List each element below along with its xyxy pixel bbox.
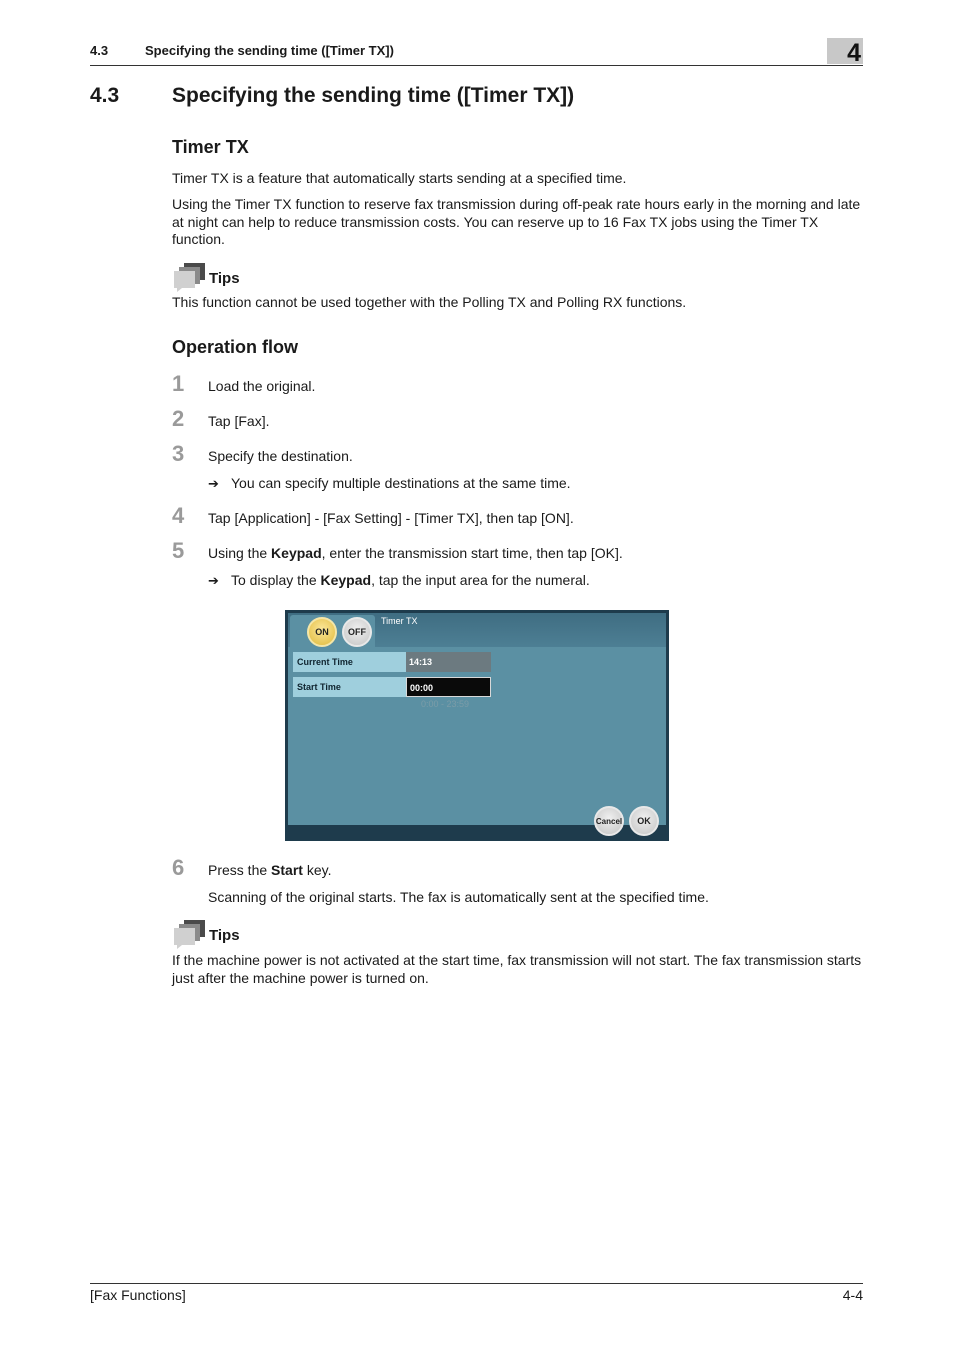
section-number: 4.3 xyxy=(90,84,120,107)
off-button[interactable]: OFF xyxy=(342,617,372,647)
step-number: 1 xyxy=(172,371,185,396)
page-footer xyxy=(90,1283,863,1303)
step-result: Scanning of the original starts. The fax is automatically sent at the specified time. xyxy=(208,889,709,905)
step-text: Press the Start key. xyxy=(208,862,332,878)
section-title: Specifying the sending time ([Timer TX]) xyxy=(172,84,575,107)
keypad-term: Keypad xyxy=(320,572,372,588)
step-number: 3 xyxy=(172,441,185,466)
step-text: Specify the destination. xyxy=(208,448,353,464)
step-note: To display the Keypad, tap the input area for the numeral. xyxy=(231,572,590,588)
start-key-term: Start xyxy=(271,862,303,878)
page-header xyxy=(90,39,863,67)
start-time-label: Start Time xyxy=(293,677,408,697)
chapter-number: 4 xyxy=(847,39,861,67)
current-time-value: 14:13 xyxy=(406,652,491,672)
screen-panel xyxy=(288,613,666,825)
ok-button[interactable]: OK xyxy=(629,806,659,836)
step-number: 2 xyxy=(172,406,185,431)
tips-icon xyxy=(172,919,212,949)
step-text: Tap [Application] - [Fax Setting] - [Timer TX], then tap [ON]. xyxy=(208,510,574,526)
operation-flow-heading: Operation flow xyxy=(172,337,298,357)
step-note: You can specify multiple destinations at the same time. xyxy=(231,475,571,491)
on-button[interactable]: ON xyxy=(307,617,337,647)
step-number: 6 xyxy=(172,855,185,880)
keypad-term: Keypad xyxy=(271,545,322,561)
start-time-input[interactable]: 00:00 xyxy=(406,677,491,697)
arrow-icon: ➔ xyxy=(208,573,219,588)
step-number: 5 xyxy=(172,538,185,563)
step-number: 4 xyxy=(172,503,185,528)
step-text: Tap [Fax]. xyxy=(208,413,270,429)
timer-tx-screen xyxy=(285,610,669,841)
page-number: 4-4 xyxy=(842,1287,863,1303)
tips-label: Tips xyxy=(209,270,240,287)
current-time-label: Current Time xyxy=(293,652,408,672)
header-section-title: Specifying the sending time ([Timer TX]) xyxy=(145,43,394,58)
tips-icon xyxy=(172,262,212,292)
time-range-hint: 0:00 - 23:59 xyxy=(421,699,470,709)
timer-tx-description: Using the Timer TX function to reserve fax transmission during off-peak rate hours early in the morning and late at night can help to reduce transmission costs. You can reserve up to 16 Fax TX jobs using the Timer TX function. xyxy=(172,196,861,247)
tips-text: If the machine power is not activated at the start time, fax transmission will not start. The fax transmission starts just after the machine power is turned on. xyxy=(172,952,862,986)
arrow-icon: ➔ xyxy=(208,476,219,491)
cancel-button[interactable]: Cancel xyxy=(594,806,624,836)
footer-section: [Fax Functions] xyxy=(90,1287,186,1303)
tips-text: This function cannot be used together with the Polling TX and Polling RX functions. xyxy=(172,294,687,310)
step-text: Using the Keypad, enter the transmission start time, then tap [OK]. xyxy=(208,545,623,561)
screen-title: Timer TX xyxy=(381,616,418,626)
timer-tx-intro: Timer TX is a feature that automatically starts sending at a specified time. xyxy=(172,170,627,186)
timer-tx-heading: Timer TX xyxy=(172,137,249,157)
tips-label: Tips xyxy=(209,927,240,944)
header-section-number: 4.3 xyxy=(90,43,109,58)
step-text: Load the original. xyxy=(208,378,316,394)
